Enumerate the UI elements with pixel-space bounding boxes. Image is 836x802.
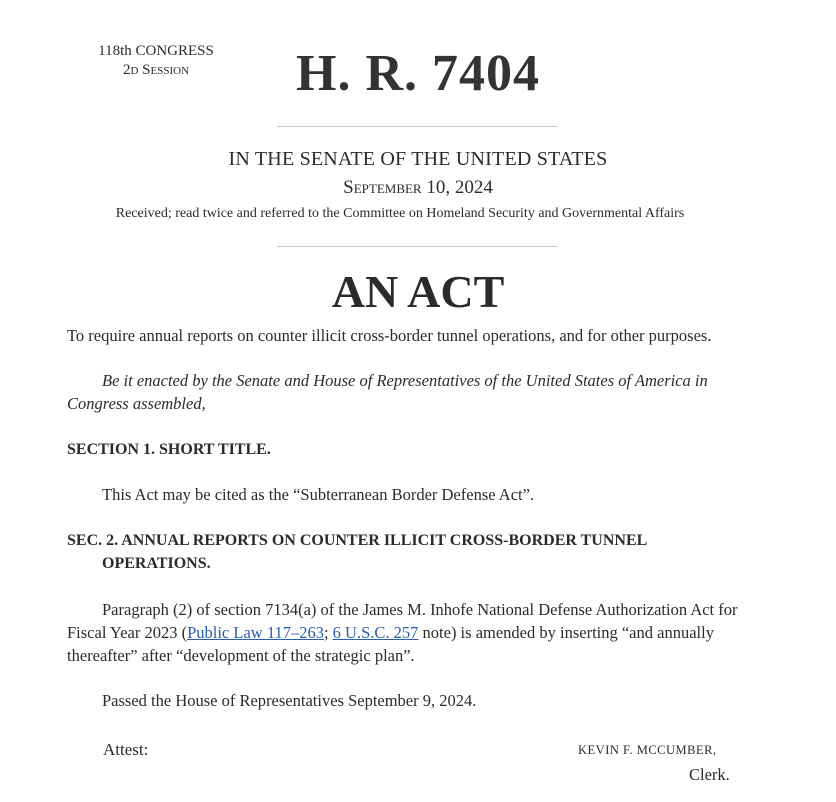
clerk-name: KEVIN F. MCCUMBER,	[578, 743, 717, 757]
enacting-clause: Be it enacted by the Senate and House of Representatives of the United States of America in Congress assembled,	[67, 371, 708, 413]
referral-note: Received; read twice and referred to the Committee on Homeland Security and Governmental Affairs	[115, 206, 685, 221]
clerk-title: Clerk.	[689, 765, 730, 784]
usc-link[interactable]: 6 U.S.C. 257	[332, 623, 419, 642]
congress-session	[86, 42, 226, 80]
bill-number: H. R. 7404	[296, 45, 540, 102]
divider-top	[277, 126, 557, 127]
section-1-heading: SECTION 1. SHORT TITLE.	[67, 441, 271, 458]
congress-number: 118th CONGRESS	[98, 43, 214, 59]
referral-date: September 10, 2024	[343, 177, 493, 198]
citation-separator: ;	[323, 623, 333, 642]
section-2-heading-continued: OPERATIONS.	[102, 555, 211, 572]
section-2-text	[67, 598, 767, 667]
act-purpose: To require annual reports on counter illicit cross-border tunnel operations, and for other purposes.	[67, 326, 712, 345]
session-number: 2d Session	[122, 62, 190, 78]
section-2-text-after: note) is amended by inserting “and annually thereafter” after “development of the strategic plan”.	[67, 623, 714, 665]
passage-statement: Passed the House of Representatives September 9, 2024.	[102, 691, 477, 710]
divider-bottom	[277, 246, 557, 247]
chamber-heading: IN THE SENATE OF THE UNITED STATES	[228, 148, 608, 170]
attest-label: Attest:	[103, 740, 149, 759]
section-1-text: This Act may be cited as the “Subterranean Border Defense Act”.	[102, 485, 535, 504]
public-law-link[interactable]: Public Law 117–263	[187, 623, 324, 642]
section-2-heading: SEC. 2. ANNUAL REPORTS ON COUNTER ILLICIT CROSS-BORDER TUNNEL	[67, 532, 648, 549]
act-title: AN ACT	[331, 266, 505, 317]
section-2-text-before: Paragraph (2) of section 7134(a) of the James M. Inhofe National Defense Authorization Act for Fiscal Year 2023 (	[67, 600, 738, 642]
